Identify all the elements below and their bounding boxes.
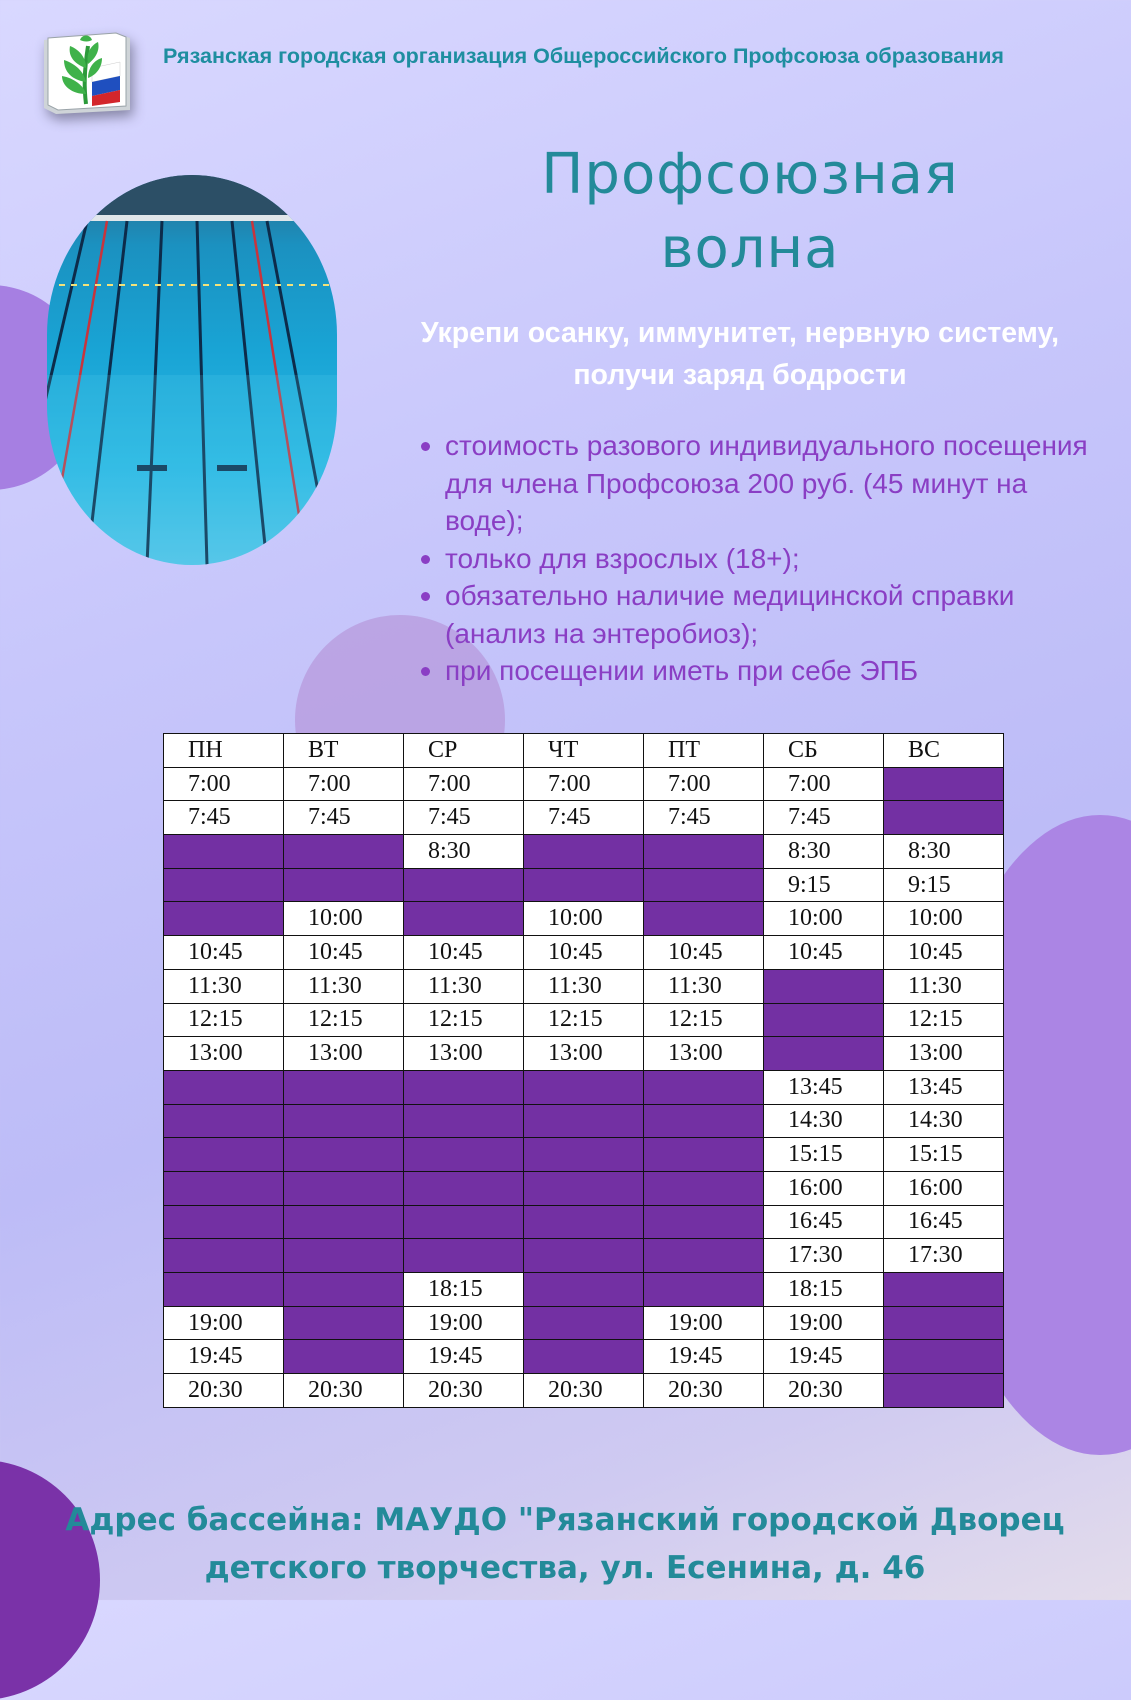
schedule-cell-time: 19:00 [164, 1306, 284, 1340]
pool-address [40, 1496, 1090, 1592]
schedule-cell-time: 17:30 [764, 1239, 884, 1273]
schedule-cell-unavailable [164, 1239, 284, 1273]
address-line-1: Адрес бассейна: МАУДО "Рязанский городской Дворец [65, 1502, 1065, 1538]
schedule-cell-unavailable [524, 1171, 644, 1205]
schedule-cell-time: 7:00 [764, 767, 884, 801]
schedule-cell-time: 7:00 [404, 767, 524, 801]
schedule-cell-time: 13:00 [284, 1037, 404, 1071]
schedule-cell-time: 7:00 [164, 767, 284, 801]
schedule-cell-time: 7:00 [524, 767, 644, 801]
schedule-cell-time: 18:15 [404, 1273, 524, 1307]
schedule-row [164, 801, 1004, 835]
schedule-cell-time: 19:45 [404, 1340, 524, 1374]
schedule-cell-time: 10:00 [884, 902, 1004, 936]
schedule-cell-unavailable [524, 1138, 644, 1172]
day-header: ВТ [284, 734, 404, 768]
schedule-cell-time: 20:30 [284, 1374, 404, 1408]
schedule-cell-unavailable [644, 1171, 764, 1205]
schedule-cell-unavailable [284, 1273, 404, 1307]
schedule-cell-unavailable [764, 1003, 884, 1037]
schedule-cell-time: 16:45 [884, 1205, 1004, 1239]
schedule-cell-time: 13:45 [764, 1070, 884, 1104]
schedule-row [164, 1104, 1004, 1138]
schedule-cell-unavailable [524, 868, 644, 902]
schedule-cell-unavailable [524, 1070, 644, 1104]
schedule-cell-time: 10:00 [764, 902, 884, 936]
schedule-cell-unavailable [644, 1138, 764, 1172]
schedule-cell-time: 20:30 [764, 1374, 884, 1408]
schedule-cell-unavailable [524, 1239, 644, 1273]
schedule-cell-unavailable [404, 1171, 524, 1205]
schedule-cell-unavailable [164, 1205, 284, 1239]
schedule-row [164, 1273, 1004, 1307]
schedule-cell-time: 12:15 [884, 1003, 1004, 1037]
schedule-cell-time: 15:15 [884, 1138, 1004, 1172]
schedule-body [164, 767, 1004, 1407]
info-item-price: стоимость разового индивидуального посещения для члена Профсоюза 200 руб. (45 минут на воде); [418, 427, 1108, 540]
schedule-cell-time: 7:00 [644, 767, 764, 801]
schedule-cell-unavailable [284, 868, 404, 902]
schedule-row [164, 868, 1004, 902]
day-header: ПТ [644, 734, 764, 768]
schedule-cell-time: 13:00 [884, 1037, 1004, 1071]
schedule-cell-unavailable [284, 1306, 404, 1340]
subtitle-line-1: Укрепи осанку, иммунитет, нервную систему, [420, 317, 1060, 349]
schedule-cell-time: 12:15 [404, 1003, 524, 1037]
schedule-cell-time: 12:15 [644, 1003, 764, 1037]
schedule-cell-unavailable [164, 902, 284, 936]
schedule-cell-unavailable [644, 1104, 764, 1138]
schedule-cell-unavailable [884, 1374, 1004, 1408]
schedule-row [164, 936, 1004, 970]
subtitle [370, 312, 1110, 396]
schedule-cell-time: 7:45 [164, 801, 284, 835]
schedule-cell-time: 10:45 [764, 936, 884, 970]
schedule-cell-time: 20:30 [164, 1374, 284, 1408]
schedule-cell-time: 10:00 [524, 902, 644, 936]
schedule-row [164, 1306, 1004, 1340]
schedule-cell-unavailable [524, 835, 644, 869]
info-item-age: только для взрослых (18+); [418, 540, 1108, 578]
schedule-cell-unavailable [404, 1104, 524, 1138]
schedule-cell-time: 11:30 [404, 969, 524, 1003]
schedule-cell-unavailable [404, 1138, 524, 1172]
schedule-cell-time: 15:15 [764, 1138, 884, 1172]
schedule-cell-unavailable [164, 1070, 284, 1104]
schedule-cell-unavailable [284, 1138, 404, 1172]
schedule-cell-unavailable [404, 1070, 524, 1104]
schedule-cell-time: 10:45 [884, 936, 1004, 970]
schedule-cell-time: 7:45 [284, 801, 404, 835]
schedule-cell-time: 10:00 [284, 902, 404, 936]
schedule-row [164, 1037, 1004, 1071]
schedule-cell-time: 9:15 [884, 868, 1004, 902]
schedule-cell-unavailable [284, 1171, 404, 1205]
schedule-cell-time: 20:30 [404, 1374, 524, 1408]
schedule-cell-time: 11:30 [524, 969, 644, 1003]
schedule-cell-unavailable [404, 1205, 524, 1239]
schedule-cell-time: 10:45 [524, 936, 644, 970]
schedule-cell-unavailable [644, 1273, 764, 1307]
schedule-cell-time: 19:00 [764, 1306, 884, 1340]
schedule-cell-unavailable [404, 868, 524, 902]
address-line-2: детского творчества, ул. Есенина, д. 46 [204, 1550, 926, 1586]
swimming-pool-photo [47, 175, 337, 565]
schedule-cell-time: 16:45 [764, 1205, 884, 1239]
schedule-cell-unavailable [284, 1070, 404, 1104]
schedule-cell-unavailable [284, 835, 404, 869]
schedule-row [164, 835, 1004, 869]
title-line-1: Профсоюзная [541, 142, 959, 207]
schedule-cell-unavailable [524, 1104, 644, 1138]
schedule-cell-time: 10:45 [284, 936, 404, 970]
schedule-cell-unavailable [524, 1340, 644, 1374]
schedule-cell-time: 11:30 [644, 969, 764, 1003]
info-list [418, 427, 1108, 690]
schedule-cell-unavailable [884, 1340, 1004, 1374]
schedule-cell-unavailable [764, 969, 884, 1003]
union-logo-icon [40, 28, 132, 116]
schedule-cell-time: 18:15 [764, 1273, 884, 1307]
schedule-cell-unavailable [164, 868, 284, 902]
schedule-cell-unavailable [164, 1138, 284, 1172]
schedule-cell-unavailable [644, 1070, 764, 1104]
schedule-header-row [164, 734, 1004, 768]
schedule-cell-time: 12:15 [524, 1003, 644, 1037]
schedule-row [164, 1070, 1004, 1104]
schedule-cell-time: 12:15 [284, 1003, 404, 1037]
info-item-medical: обязательно наличие медицинской справки (анализ на энтеробиоз); [418, 577, 1108, 652]
page-title [480, 138, 1020, 286]
schedule-cell-unavailable [644, 1205, 764, 1239]
schedule-cell-time: 8:30 [764, 835, 884, 869]
schedule-cell-time: 19:45 [644, 1340, 764, 1374]
schedule-cell-unavailable [884, 1306, 1004, 1340]
day-header: ПН [164, 734, 284, 768]
schedule-cell-time: 7:45 [644, 801, 764, 835]
schedule-table [163, 733, 1004, 1408]
schedule-cell-unavailable [164, 1273, 284, 1307]
schedule-cell-time: 7:45 [764, 801, 884, 835]
schedule-cell-unavailable [644, 902, 764, 936]
schedule-cell-time: 10:45 [164, 936, 284, 970]
schedule-cell-time: 13:00 [164, 1037, 284, 1071]
schedule-cell-time: 11:30 [164, 969, 284, 1003]
schedule-row [164, 902, 1004, 936]
title-line-2: волна [660, 216, 840, 281]
schedule-cell-unavailable [164, 1171, 284, 1205]
schedule-cell-unavailable [284, 1340, 404, 1374]
schedule-cell-time: 7:00 [284, 767, 404, 801]
schedule-cell-time: 10:45 [404, 936, 524, 970]
schedule-cell-time: 19:00 [404, 1306, 524, 1340]
day-header: СБ [764, 734, 884, 768]
schedule-cell-unavailable [284, 1239, 404, 1273]
organization-header: Рязанская городская организация Общероссийского Профсоюза образования [163, 44, 1004, 68]
schedule-cell-unavailable [404, 1239, 524, 1273]
schedule-cell-time: 19:45 [764, 1340, 884, 1374]
schedule-cell-unavailable [884, 801, 1004, 835]
schedule-cell-unavailable [644, 1239, 764, 1273]
schedule-cell-time: 20:30 [524, 1374, 644, 1408]
schedule-row [164, 1239, 1004, 1273]
schedule-cell-time: 14:30 [764, 1104, 884, 1138]
schedule-cell-time: 20:30 [644, 1374, 764, 1408]
schedule-cell-time: 17:30 [884, 1239, 1004, 1273]
schedule-cell-time: 16:00 [884, 1171, 1004, 1205]
schedule-row [164, 969, 1004, 1003]
schedule-cell-time: 8:30 [404, 835, 524, 869]
schedule-cell-time: 12:15 [164, 1003, 284, 1037]
schedule-cell-unavailable [524, 1205, 644, 1239]
schedule-cell-time: 13:00 [644, 1037, 764, 1071]
day-header: СР [404, 734, 524, 768]
schedule-cell-unavailable [884, 1273, 1004, 1307]
schedule-row [164, 1374, 1004, 1408]
schedule-cell-unavailable [764, 1037, 884, 1071]
schedule-cell-time: 11:30 [284, 969, 404, 1003]
schedule-row [164, 1171, 1004, 1205]
schedule-cell-time: 8:30 [884, 835, 1004, 869]
schedule-cell-time: 13:00 [404, 1037, 524, 1071]
schedule-cell-unavailable [884, 767, 1004, 801]
subtitle-line-2: получи заряд бодрости [573, 359, 907, 391]
schedule-cell-unavailable [164, 835, 284, 869]
schedule-cell-time: 19:00 [644, 1306, 764, 1340]
schedule-cell-time: 13:45 [884, 1070, 1004, 1104]
schedule-cell-unavailable [524, 1306, 644, 1340]
schedule-cell-time: 10:45 [644, 936, 764, 970]
schedule-cell-unavailable [524, 1273, 644, 1307]
schedule-cell-unavailable [284, 1205, 404, 1239]
schedule-cell-unavailable [284, 1104, 404, 1138]
schedule-cell-unavailable [644, 835, 764, 869]
schedule-cell-time: 14:30 [884, 1104, 1004, 1138]
day-header: ЧТ [524, 734, 644, 768]
day-header: ВС [884, 734, 1004, 768]
schedule-cell-unavailable [164, 1104, 284, 1138]
info-item-epb: при посещении иметь при себе ЭПБ [418, 652, 1108, 690]
schedule-row [164, 1003, 1004, 1037]
schedule-cell-time: 7:45 [404, 801, 524, 835]
schedule-row [164, 767, 1004, 801]
schedule-cell-time: 9:15 [764, 868, 884, 902]
schedule-cell-time: 19:45 [164, 1340, 284, 1374]
schedule-row [164, 1340, 1004, 1374]
schedule-cell-unavailable [644, 868, 764, 902]
schedule-cell-unavailable [404, 902, 524, 936]
schedule-row [164, 1138, 1004, 1172]
schedule-cell-time: 7:45 [524, 801, 644, 835]
schedule-cell-time: 16:00 [764, 1171, 884, 1205]
schedule-cell-time: 13:00 [524, 1037, 644, 1071]
schedule-cell-time: 11:30 [884, 969, 1004, 1003]
schedule-row [164, 1205, 1004, 1239]
